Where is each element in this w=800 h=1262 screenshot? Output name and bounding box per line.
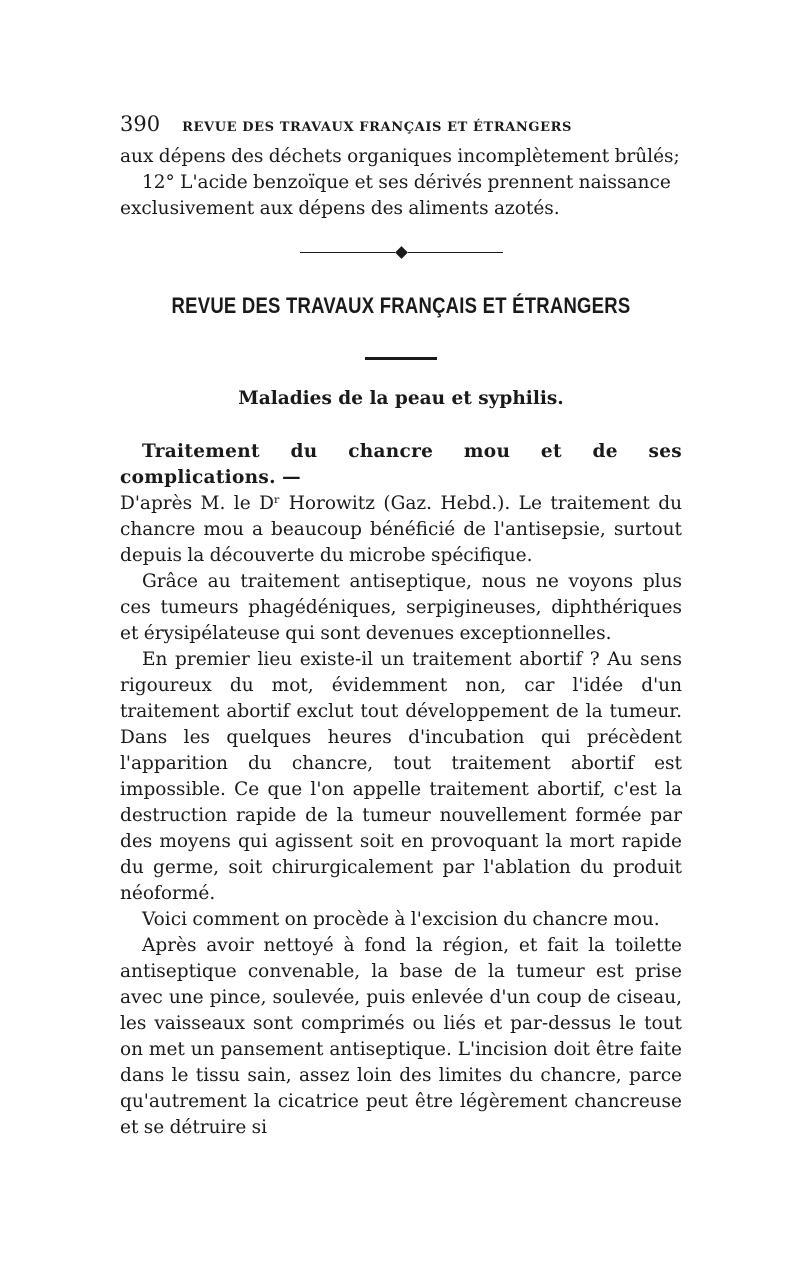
diamond-icon: [395, 246, 408, 259]
article-paragraph-4: Après avoir nettoyé à fond la région, et fait la toilette antiseptique convenable, la base de la tumeur est prise avec une pince, soulevée, puis enlevée d'un coup de ciseau, les vaisseaux sont comprimés ou liés et par-dessus le tout on met un pansement antiseptique. L'incision doit être faite dans le tissu sain, assez loin des limites du chancre, parce qu'autrement la cicatrice peut être légèrement chancreuse et se détruire si: [120, 935, 682, 1138]
running-title: REVUE DES TRAVAUX FRANÇAIS ET ÉTRANGERS: [182, 120, 572, 135]
divider-line-left: [300, 252, 395, 254]
article-heading-text: Traitement du chancre mou et de ses complications. —: [120, 441, 682, 488]
document-page: [120, 112, 682, 1141]
article-intro: D'après M. le Dʳ Horowitz (Gaz. Hebd.). Le traitement du chancre mou a beaucoup bénéficié de l'antisepsie, surtout depuis la découverte du microbe spécifique.: [120, 493, 682, 566]
article-paragraph-2: En premier lieu existe-il un traitement abortif ? Au sens rigoureux du mot, évidemment non, car l'idée d'un traitement abortif exclut tout développement de la tumeur. Dans les quelques heures d'incubation qui précèdent l'apparition du chancre, tout traitement abortif est impossible. Ce que l'on appelle traitement abortif, c'est la destruction rapide de la tumeur nouvellement formée par des moyens qui agissent soit en provoquant la mort rapide du germe, soit chirurgicalement par l'ablation du produit néoformé.: [120, 649, 682, 904]
continued-text-item-12: 12° L'acide benzoïque et ses dérivés prennent naissance exclusivement aux dépens des aliments azotés.: [120, 172, 671, 219]
continued-text-line: aux dépens des déchets organiques incomplètement brûlés;: [120, 146, 680, 167]
article-paragraph-1: Grâce au traitement antiseptique, nous ne voyons plus ces tumeurs phagédéniques, serpigineuses, diphthériques et érysipélateuse qui sont devenues exceptionnelles.: [120, 571, 682, 644]
title-rule: [365, 357, 437, 360]
page-number: 390: [120, 112, 161, 136]
section-subtitle: Maladies de la peau et syphilis.: [238, 388, 564, 409]
divider-line-right: [408, 252, 503, 254]
article-paragraph-3: Voici comment on procède à l'excision du chancre mou.: [142, 909, 660, 930]
section-title: REVUE DES TRAVAUX FRANÇAIS ET ÉTRANGERS: [171, 293, 631, 318]
running-header: [120, 112, 682, 136]
section-divider-ornament: [120, 248, 682, 257]
article-heading: [120, 439, 682, 491]
